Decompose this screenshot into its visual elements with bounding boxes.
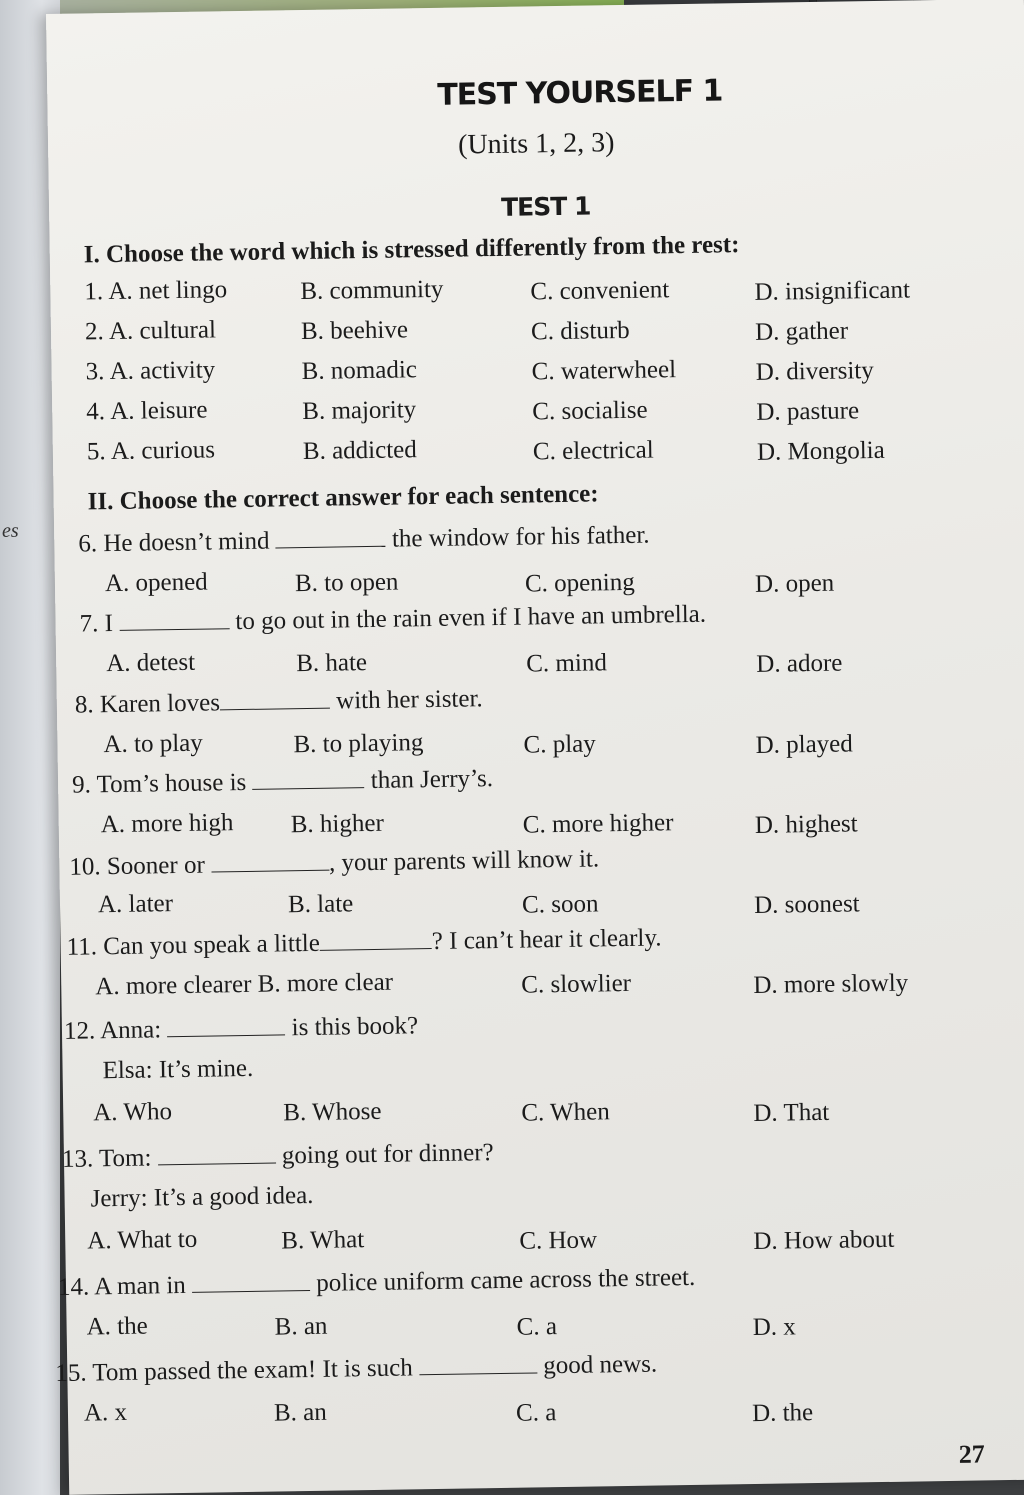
question-text-before: 11. Can you speak a little	[66, 929, 321, 961]
option-a: A. x	[83, 1398, 128, 1427]
question-number: 1.	[84, 278, 104, 306]
option-a: A. net lingo	[108, 276, 228, 306]
option-c: C. a	[515, 1399, 557, 1427]
option-d: D. How about	[753, 1225, 895, 1256]
option-b: B. What	[281, 1226, 365, 1255]
question-8	[75, 683, 483, 719]
question-text-after: is this book?	[285, 1012, 419, 1042]
answer-blank	[192, 1268, 310, 1293]
question-14	[58, 1262, 696, 1302]
page-title: TEST YOURSELF 1	[437, 73, 723, 113]
units-subtitle: (Units 1, 2, 3)	[457, 127, 615, 161]
option-b: B. beehive	[300, 316, 409, 346]
question-text-before: 6. He doesn’t mind	[78, 527, 276, 558]
option-d: D. gather	[754, 317, 849, 346]
option-a: A. to play	[103, 729, 203, 759]
option-a: A. more high	[100, 809, 234, 839]
option-c: C. electrical	[532, 436, 654, 466]
question-number: 3.	[85, 358, 105, 386]
option-c: C. a	[516, 1313, 558, 1341]
answer-blank	[419, 1350, 537, 1375]
question-number: 5.	[86, 438, 106, 466]
answer-blank	[275, 524, 385, 549]
option-c: C. disturb	[530, 316, 630, 346]
option-a: A. cultural	[108, 316, 217, 346]
question-text-after: going out for dinner?	[275, 1139, 494, 1170]
answer-blank	[119, 606, 229, 631]
question-text-before: 14. A man in	[57, 1271, 193, 1301]
option-d: D. That	[753, 1098, 830, 1128]
answer-blank	[167, 1012, 285, 1037]
question-text-before: 15. Tom passed the exam! It is such	[55, 1354, 420, 1388]
option-c: C. waterwheel	[531, 356, 677, 386]
option-b: B. addicted	[302, 436, 417, 466]
option-a: A. activity	[109, 356, 216, 386]
option-c: C. How	[519, 1226, 598, 1255]
option-d: D. Mongolia	[756, 436, 885, 466]
option-c: C. play	[523, 730, 596, 759]
option-a: A. the	[86, 1312, 148, 1341]
question-text-after: police uniform came across the street.	[309, 1263, 696, 1298]
option-b: B. Whose	[283, 1097, 382, 1127]
option-a: A. curious	[110, 436, 216, 466]
option-c: C. more higher	[522, 809, 674, 839]
option-d: D. played	[755, 730, 853, 759]
answer-blank	[220, 686, 330, 711]
question-text-after: to go out in the rain even if I have an umbrella.	[228, 600, 707, 636]
option-a: A. Who	[93, 1098, 173, 1127]
question-text-before: 13. Tom:	[61, 1144, 158, 1173]
option-d: D. highest	[754, 810, 858, 839]
option-b: B. an	[274, 1312, 328, 1341]
option-b: B. hate	[296, 649, 368, 678]
question-text-before: 7. I	[79, 609, 120, 638]
question-text-after: good news.	[536, 1350, 658, 1380]
question-text-after: than Jerry’s.	[364, 765, 494, 795]
option-d: D. adore	[756, 649, 843, 678]
section-2-heading: II. Choose the correct answer for each sentence:	[87, 480, 599, 516]
option-b: B. to open	[294, 568, 399, 598]
question-13	[62, 1137, 494, 1174]
option-d: D. insignificant	[754, 276, 911, 306]
option-b: B. an	[273, 1398, 327, 1427]
question-number: 4.	[86, 398, 106, 426]
question-text-after: ? I can’t hear it clearly.	[431, 924, 662, 956]
question-text-before: 12. Anna:	[63, 1016, 168, 1045]
question-text-after: with her sister.	[329, 685, 483, 715]
worksheet-page	[46, 0, 1024, 1495]
adjacent-page-text: es	[2, 520, 19, 542]
option-b: B. higher	[290, 809, 385, 839]
option-d: D. open	[754, 569, 835, 598]
dialogue-line: Jerry: It’s a good idea.	[90, 1181, 314, 1213]
test-heading: TEST 1	[500, 191, 591, 222]
question-6	[78, 520, 650, 559]
option-d: D. x	[752, 1313, 796, 1342]
question-text-after: , your parents will know it.	[328, 845, 600, 877]
option-b: B. nomadic	[301, 356, 418, 386]
question-15	[55, 1349, 657, 1388]
option-c: C. mind	[526, 649, 608, 678]
question-7	[79, 599, 706, 639]
question-text-before: 8. Karen loves	[74, 689, 221, 719]
question-12	[64, 1010, 419, 1046]
option-b: B. community	[300, 275, 444, 306]
option-b: B. late	[287, 890, 354, 919]
question-10	[69, 843, 599, 881]
option-d: D. pasture	[756, 397, 860, 426]
answer-blank	[157, 1141, 275, 1166]
dialogue-line: Elsa: It’s mine.	[102, 1054, 254, 1085]
option-b: B. to playing	[293, 729, 424, 759]
option-a: A. detest	[105, 648, 196, 678]
question-text-before: 10. Sooner or	[69, 851, 212, 881]
option-c: C. opening	[524, 568, 635, 598]
answer-blank	[211, 848, 329, 873]
question-text-after: the window for his father.	[385, 521, 650, 553]
question-text-before: 9. Tom’s house is	[71, 768, 253, 799]
question-number: 2.	[84, 318, 104, 346]
option-a-b: A. more clearer B. more clear	[95, 968, 394, 1001]
option-d: D. soonest	[753, 890, 860, 919]
option-c: C. convenient	[530, 276, 670, 306]
answer-blank	[252, 765, 364, 790]
option-a: A. leisure	[110, 396, 208, 426]
option-c: C. soon	[521, 890, 599, 919]
option-a: A. later	[97, 890, 174, 919]
question-11	[66, 922, 661, 961]
option-a: A. opened	[104, 568, 208, 598]
option-a: A. What to	[87, 1225, 198, 1255]
option-c: C. slowlier	[521, 969, 632, 999]
option-d: D. diversity	[755, 357, 874, 386]
option-c: C. socialise	[532, 396, 648, 426]
page-number: 27	[958, 1439, 985, 1469]
option-c: C. When	[521, 1098, 610, 1127]
question-9	[72, 763, 493, 800]
option-b: B. majority	[302, 396, 417, 426]
answer-blank	[320, 926, 432, 951]
section-1-heading: I. Choose the word which is stressed differently from the rest:	[83, 231, 740, 269]
option-d: D. the	[751, 1399, 814, 1428]
option-d: D. more slowly	[753, 969, 909, 1000]
